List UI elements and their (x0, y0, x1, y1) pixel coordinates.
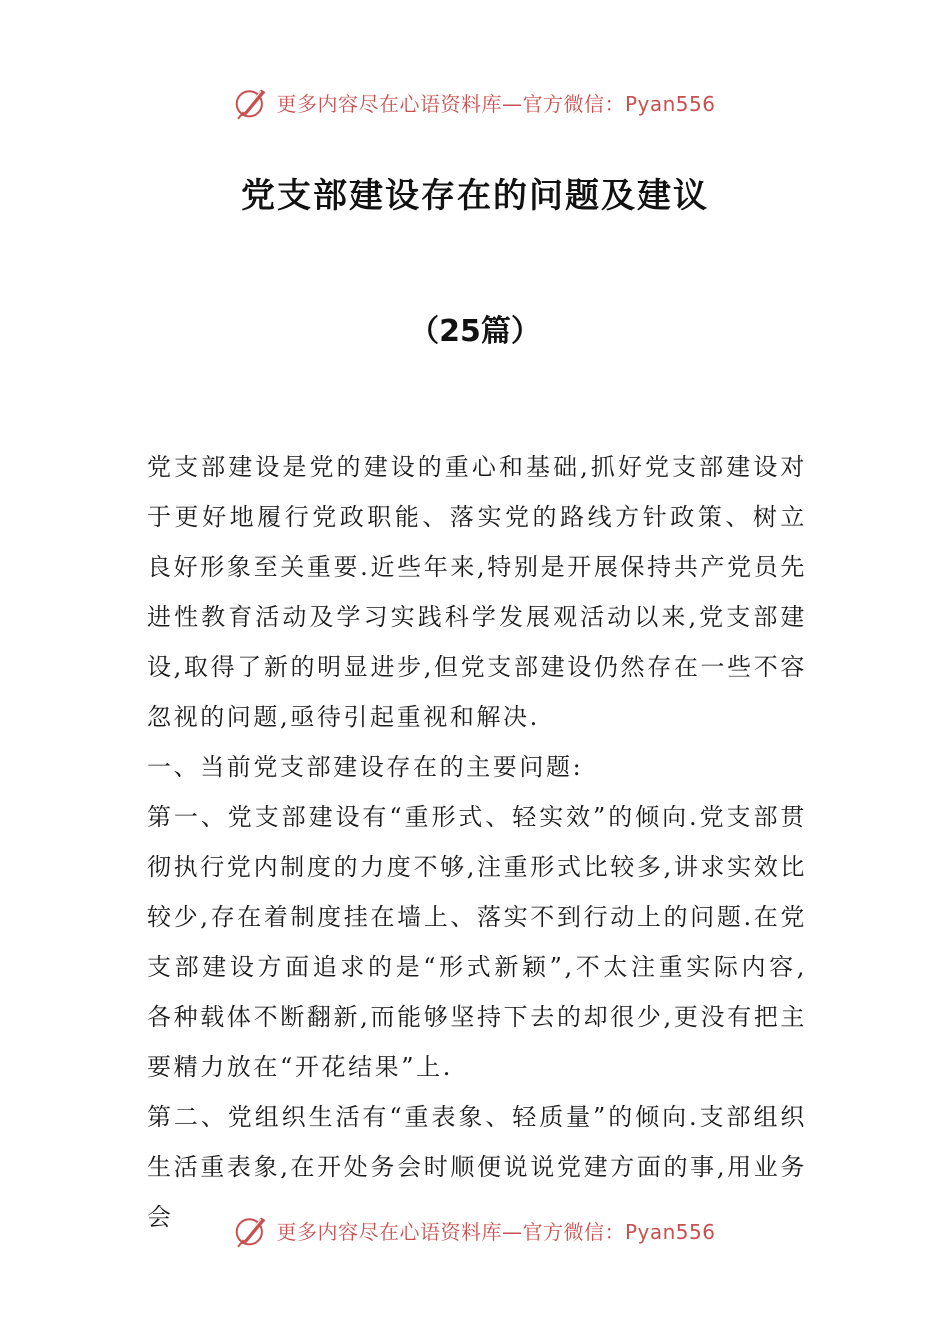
quill-pen-icon (234, 84, 270, 120)
document-subtitle: （25篇） (409, 314, 541, 349)
document-body (147, 442, 807, 1242)
paragraph-point-two: 第二、党组织生活有“重表象、轻质量”的倾向.支部组织生活重表象,在开处务会时顺便说说党建方面的事,用业务会 (147, 1103, 807, 1231)
watermark-text: 更多内容尽在心语资料库—官方微信：Pyan556 (276, 91, 716, 116)
footer-watermark (0, 1208, 950, 1252)
paragraph-intro: 党支部建设是党的建设的重心和基础,抓好党支部建设对于更好地履行党政职能、落实党的路线方针政策、树立良好形象至关重要.近些年来,特别是开展保持共产党员先进性教育活动及学习实践科学发展观活动以来,党支部建设,取得了新的明显进步,但党支部建设仍然存在一些不容忽视的问题,亟待引起重视和解决. (147, 453, 807, 731)
section-heading: 一、当前党支部建设存在的主要问题: (147, 753, 584, 781)
header-watermark (0, 80, 950, 124)
paragraph-point-one: 第一、党支部建设有“重形式、轻实效”的倾向.党支部贯彻执行党内制度的力度不够,注重形式比较多,讲求实效比较少,存在着制度挂在墙上、落实不到行动上的问题.在党支部建设方面追求的是“形式新颖”,不太注重实际内容,各种载体不断翻新,而能够坚持下去的却很少,更没有把主要精力放在“开花结果”上. (147, 803, 807, 1081)
watermark-text: 更多内容尽在心语资料库—官方微信：Pyan556 (276, 1219, 716, 1244)
document-title: 党支部建设存在的问题及建议 (241, 176, 709, 216)
quill-pen-icon (234, 1212, 270, 1248)
